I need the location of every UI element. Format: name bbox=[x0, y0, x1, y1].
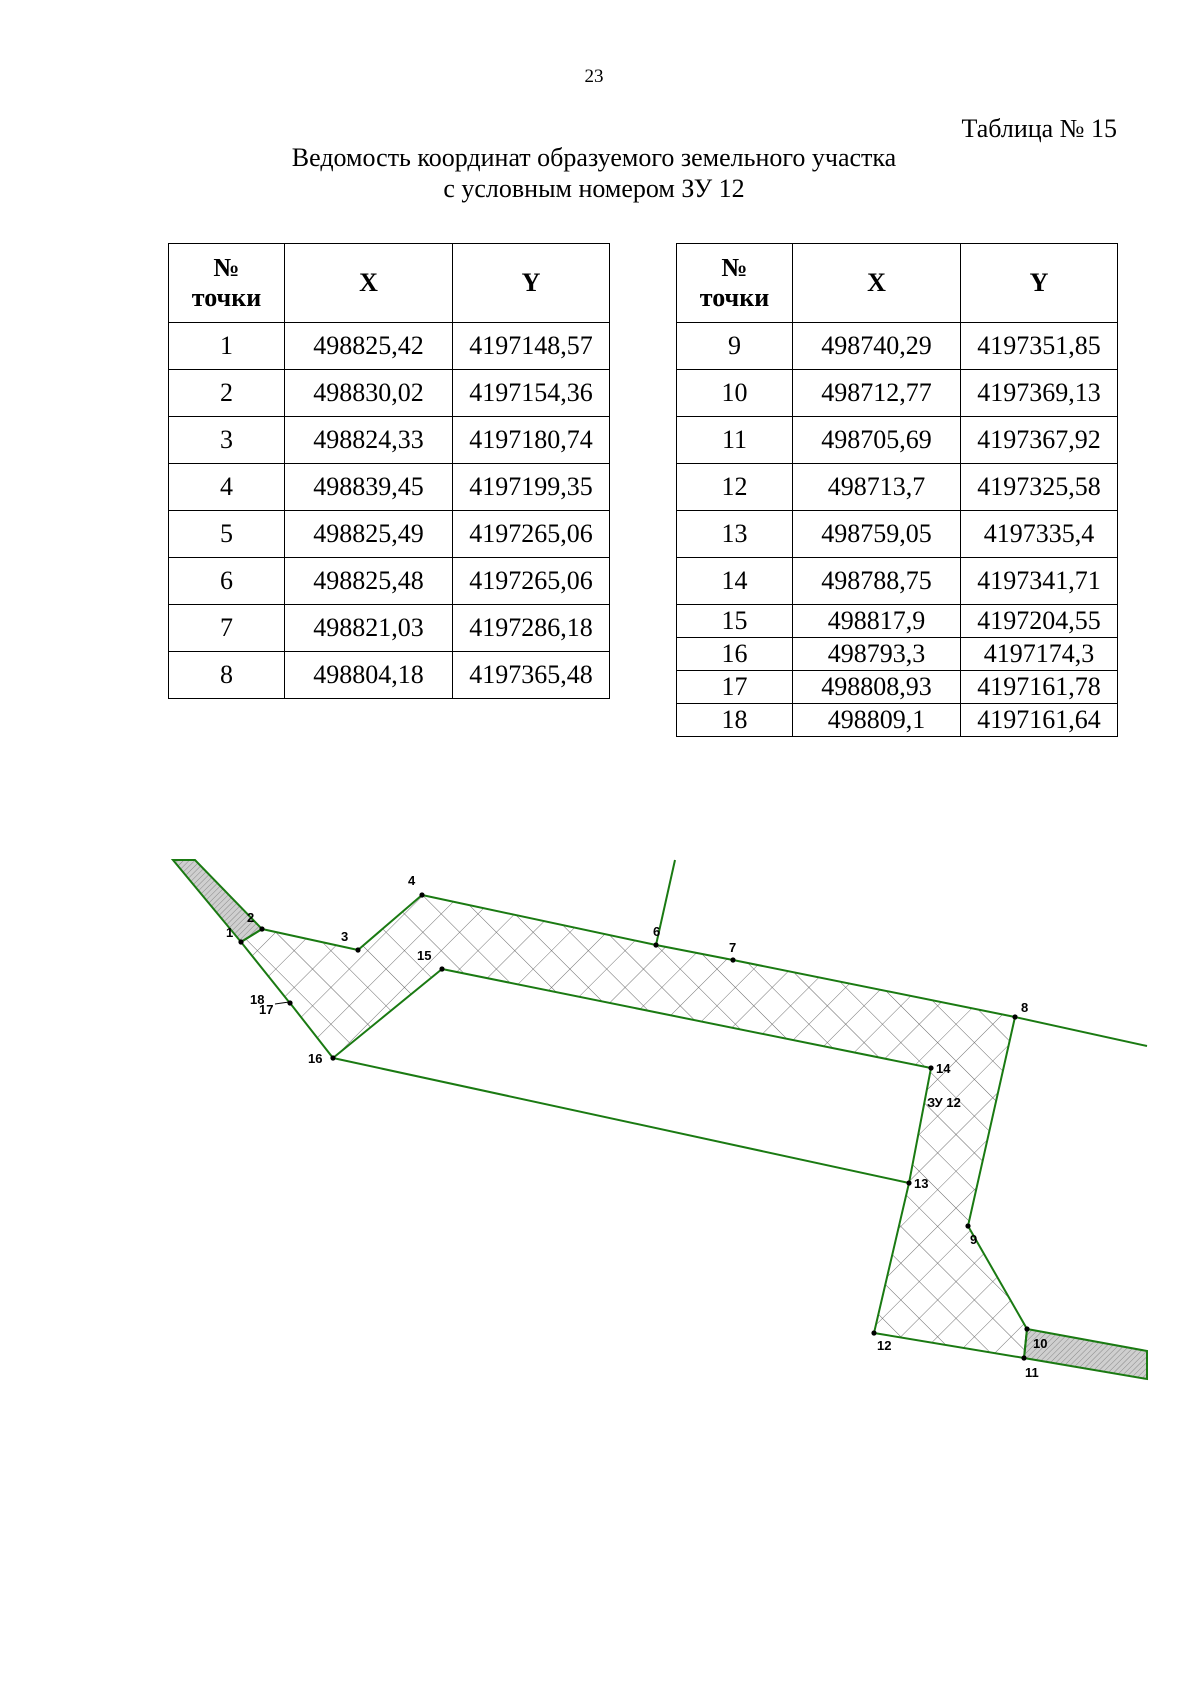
adjacent-strip-top-left bbox=[173, 860, 262, 942]
table-row bbox=[677, 323, 1118, 370]
point-number: 6 bbox=[169, 558, 285, 605]
table-row bbox=[169, 417, 610, 464]
vertex-3 bbox=[355, 947, 360, 952]
table-row bbox=[677, 417, 1118, 464]
table-row bbox=[677, 370, 1118, 417]
point-label-14: 14 bbox=[936, 1061, 951, 1076]
vertex-16 bbox=[330, 1055, 335, 1060]
adjacent-boundary-line bbox=[333, 1058, 909, 1183]
point-label-8: 8 bbox=[1021, 1000, 1029, 1015]
table-row bbox=[677, 704, 1118, 737]
vertex-8 bbox=[1012, 1014, 1017, 1019]
table-header-row bbox=[677, 244, 1118, 323]
point-number: 8 bbox=[169, 652, 285, 699]
parcel-polygon bbox=[241, 895, 1027, 1358]
point-number: 4 bbox=[169, 464, 285, 511]
table-row bbox=[677, 638, 1118, 671]
point-number: 5 bbox=[169, 511, 285, 558]
header-x: X bbox=[793, 244, 961, 323]
point-number: 11 bbox=[677, 417, 793, 464]
y-value: 4197204,55 bbox=[961, 605, 1118, 638]
point-label-10: 10 bbox=[1033, 1336, 1048, 1351]
y-value: 4197180,74 bbox=[453, 417, 610, 464]
table-row bbox=[169, 558, 610, 605]
x-value: 498839,45 bbox=[285, 464, 453, 511]
point-number: 13 bbox=[677, 511, 793, 558]
header-point bbox=[169, 244, 285, 323]
y-value: 4197265,06 bbox=[453, 558, 610, 605]
point-number: 15 bbox=[677, 605, 793, 638]
table-row bbox=[169, 605, 610, 652]
coordinates-table-right bbox=[676, 243, 1118, 737]
table-row bbox=[677, 558, 1118, 605]
x-value: 498740,29 bbox=[793, 323, 961, 370]
vertex-15 bbox=[439, 966, 444, 971]
table-row bbox=[169, 464, 610, 511]
x-value: 498821,03 bbox=[285, 605, 453, 652]
y-value: 4197369,13 bbox=[961, 370, 1118, 417]
leader-line bbox=[275, 1002, 289, 1004]
y-value: 4197154,36 bbox=[453, 370, 610, 417]
point-number: 12 bbox=[677, 464, 793, 511]
table-row bbox=[169, 652, 610, 699]
vertex-13 bbox=[906, 1180, 911, 1185]
page-number: 23 bbox=[584, 66, 604, 87]
y-value: 4197341,71 bbox=[961, 558, 1118, 605]
y-value: 4197335,4 bbox=[961, 511, 1118, 558]
header-y: Y bbox=[961, 244, 1118, 323]
x-value: 498830,02 bbox=[285, 370, 453, 417]
y-value: 4197367,92 bbox=[961, 417, 1118, 464]
header-x: X bbox=[285, 244, 453, 323]
vertex-17 bbox=[287, 1000, 292, 1005]
point-label-2: 2 bbox=[247, 910, 255, 925]
vertex-1 bbox=[238, 939, 243, 944]
point-label-4: 4 bbox=[408, 873, 416, 888]
vertex-6 bbox=[653, 942, 658, 947]
header-point bbox=[677, 244, 793, 323]
x-value: 498825,49 bbox=[285, 511, 453, 558]
point-label-13: 13 bbox=[914, 1176, 929, 1191]
x-value: 498804,18 bbox=[285, 652, 453, 699]
x-value: 498788,75 bbox=[793, 558, 961, 605]
header-point-line2: точки bbox=[191, 283, 262, 312]
vertex-4 bbox=[419, 892, 424, 897]
point-number: 9 bbox=[677, 323, 793, 370]
table-row bbox=[169, 323, 610, 370]
adjacent-boundary-line bbox=[1015, 1017, 1147, 1046]
point-label-12: 12 bbox=[877, 1338, 892, 1353]
header-y: Y bbox=[453, 244, 610, 323]
vertex-2 bbox=[259, 926, 264, 931]
point-number: 14 bbox=[677, 558, 793, 605]
header-point-line1: № bbox=[213, 253, 240, 282]
x-value: 498705,69 bbox=[793, 417, 961, 464]
y-value: 4197199,35 bbox=[453, 464, 610, 511]
x-value: 498825,48 bbox=[285, 558, 453, 605]
y-value: 4197351,85 bbox=[961, 323, 1118, 370]
x-value: 498809,1 bbox=[793, 704, 961, 737]
table-row bbox=[169, 511, 610, 558]
table-header-row bbox=[169, 244, 610, 323]
point-label-9: 9 bbox=[970, 1232, 978, 1247]
point-label-6: 6 bbox=[653, 924, 661, 939]
x-value: 498824,33 bbox=[285, 417, 453, 464]
y-value: 4197161,64 bbox=[961, 704, 1118, 737]
y-value: 4197174,3 bbox=[961, 638, 1118, 671]
point-label-7: 7 bbox=[729, 940, 737, 955]
table-row bbox=[169, 370, 610, 417]
point-number: 2 bbox=[169, 370, 285, 417]
x-value: 498825,42 bbox=[285, 323, 453, 370]
vertex-9 bbox=[965, 1223, 970, 1228]
y-value: 4197161,78 bbox=[961, 671, 1118, 704]
header-point-line2: точки bbox=[699, 283, 770, 312]
title-line-2: с условным номером ЗУ 12 bbox=[443, 174, 745, 203]
vertex-7 bbox=[730, 957, 735, 962]
table-row bbox=[677, 671, 1118, 704]
point-label-17: 17 bbox=[259, 1002, 274, 1017]
document-title bbox=[0, 142, 1188, 204]
parcel-scheme bbox=[0, 840, 1200, 1440]
point-label-11: 11 bbox=[1025, 1365, 1039, 1380]
point-label-1: 1 bbox=[226, 925, 234, 940]
point-number: 18 bbox=[677, 704, 793, 737]
x-value: 498713,7 bbox=[793, 464, 961, 511]
vertex-12 bbox=[871, 1330, 876, 1335]
point-number: 17 bbox=[677, 671, 793, 704]
y-value: 4197286,18 bbox=[453, 605, 610, 652]
table-label: Таблица № 15 bbox=[961, 114, 1117, 143]
point-label-18: 18 bbox=[250, 992, 265, 1007]
vertex-11 bbox=[1021, 1355, 1026, 1360]
point-number: 7 bbox=[169, 605, 285, 652]
y-value: 4197265,06 bbox=[453, 511, 610, 558]
vertex-10 bbox=[1024, 1326, 1029, 1331]
x-value: 498793,3 bbox=[793, 638, 961, 671]
title-line-1: Ведомость координат образуемого земельного участка bbox=[291, 143, 897, 172]
y-value: 4197325,58 bbox=[961, 464, 1118, 511]
point-number: 1 bbox=[169, 323, 285, 370]
point-label-16: 16 bbox=[308, 1051, 323, 1066]
x-value: 498808,93 bbox=[793, 671, 961, 704]
point-number: 3 bbox=[169, 417, 285, 464]
point-label-3: 3 bbox=[341, 929, 349, 944]
table-row bbox=[677, 511, 1118, 558]
table-row bbox=[677, 605, 1118, 638]
point-number: 16 bbox=[677, 638, 793, 671]
header-point-line1: № bbox=[721, 253, 748, 282]
table-row bbox=[677, 464, 1118, 511]
point-number: 10 bbox=[677, 370, 793, 417]
y-value: 4197148,57 bbox=[453, 323, 610, 370]
vertex-14 bbox=[928, 1065, 933, 1070]
parcel-label: ЗУ 12 bbox=[927, 1095, 961, 1110]
x-value: 498817,9 bbox=[793, 605, 961, 638]
y-value: 4197365,48 bbox=[453, 652, 610, 699]
x-value: 498759,05 bbox=[793, 511, 961, 558]
x-value: 498712,77 bbox=[793, 370, 961, 417]
point-label-15: 15 bbox=[417, 948, 432, 963]
coordinates-table-left bbox=[168, 243, 610, 699]
